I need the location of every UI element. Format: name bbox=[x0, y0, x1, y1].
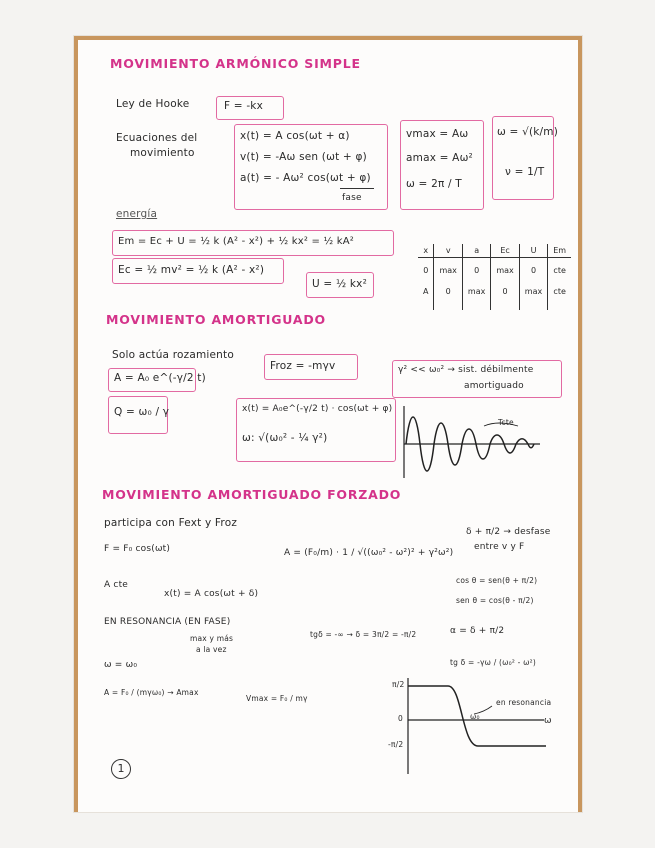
em-formula: Em = Ec + U = ½ k (A² - x²) + ½ kx² = ½ kA² bbox=[118, 236, 354, 247]
forced-xt: x(t) = A cos(ωt + δ) bbox=[164, 589, 259, 599]
phase-axis-top: π/2 bbox=[392, 680, 405, 689]
sen-theta: sen θ = cos(θ - π/2) bbox=[456, 596, 534, 605]
vmax: vmax = Aω bbox=[406, 128, 469, 140]
phase-axis-zero: 0 bbox=[398, 714, 403, 723]
max-mas-1: max y más bbox=[190, 634, 234, 643]
table-row bbox=[418, 277, 571, 310]
fase-underline bbox=[340, 188, 374, 189]
u-formula: U = ½ kx² bbox=[312, 278, 367, 290]
a-max-formula: A = F₀ / (mγω₀) → Amax bbox=[104, 688, 199, 697]
amax: amax = Aω² bbox=[406, 152, 473, 164]
desfase-2: entre v y F bbox=[474, 542, 525, 552]
condition-line-2: amortiguado bbox=[464, 381, 524, 391]
table-cell: A bbox=[418, 277, 434, 310]
page-edge-right bbox=[578, 36, 582, 812]
en-resonancia-label: en resonancia bbox=[496, 698, 552, 707]
amplitude-forced: A = (F₀/m) · 1 / √((ω₀² - ω²)² + γ²ω²) bbox=[284, 548, 454, 558]
table-cell: 0 bbox=[462, 258, 490, 278]
ecuaciones-label-1: Ecuaciones del bbox=[116, 132, 198, 144]
energy-table bbox=[418, 244, 571, 310]
table-header-cell: Ec bbox=[491, 244, 519, 258]
desfase-1: δ + π/2 → desfase bbox=[466, 527, 551, 537]
a-cte: A cte bbox=[104, 580, 129, 590]
alpha-formula: α = δ + π/2 bbox=[450, 626, 505, 636]
table-cell: 0 bbox=[418, 258, 434, 278]
table-header-cell: Em bbox=[553, 246, 567, 255]
cos-theta: cos θ = sen(θ + π/2) bbox=[456, 576, 538, 585]
page-edge-left bbox=[74, 36, 78, 812]
omega-sqrt: ω = √(k/m) bbox=[497, 126, 558, 138]
table-header-cell: a bbox=[462, 244, 490, 258]
section-title-forzado: MOVIMIENTO AMORTIGUADO FORZADO bbox=[102, 487, 402, 502]
hooke-formula: F = -kx bbox=[224, 100, 263, 112]
table-header-cell: v bbox=[434, 244, 462, 258]
participa: participa con Fext y Froz bbox=[104, 517, 238, 529]
hooke-label: Ley de Hooke bbox=[116, 98, 190, 110]
page-number: 1 bbox=[111, 759, 131, 779]
table-cell: cte bbox=[553, 266, 566, 275]
section-title-mas: MOVIMIENTO ARMÓNICO SIMPLE bbox=[110, 56, 361, 71]
graph-label-tcte: Tcte bbox=[498, 418, 514, 427]
max-mas-2: a la vez bbox=[196, 645, 227, 654]
table-header-cell: x bbox=[418, 244, 434, 258]
fext-formula: F = F₀ cos(ωt) bbox=[104, 544, 171, 554]
tg-delta: tg δ = -γω / (ω₀² - ω²) bbox=[450, 658, 536, 667]
phase-axis-w: ω bbox=[544, 716, 552, 726]
froz-formula: Froz = -mγv bbox=[270, 360, 336, 372]
eq-v: v(t) = -Aω sen (ωt + φ) bbox=[240, 151, 367, 163]
table-header-row bbox=[418, 244, 571, 258]
phase-graph bbox=[396, 676, 556, 776]
w-equals-w0: ω = ω₀ bbox=[104, 660, 138, 670]
table-cell: max bbox=[462, 277, 490, 310]
eq-x: x(t) = A cos(ωt + α) bbox=[240, 130, 350, 142]
page-edge-top bbox=[74, 36, 582, 40]
table-cell: 0 bbox=[491, 277, 519, 310]
q-formula: Q = ω₀ / γ bbox=[114, 406, 170, 418]
amplitude-formula: A = A₀ e^(-γ/2 t) bbox=[114, 372, 206, 384]
phase-axis-bottom: -π/2 bbox=[388, 740, 404, 749]
tg-infinity: tgδ = -∞ → δ = 3π/2 = -π/2 bbox=[310, 630, 417, 639]
ec-formula: Ec = ½ mv² = ½ k (A² - x²) bbox=[118, 264, 265, 276]
solo-rozamiento: Solo actúa rozamiento bbox=[112, 349, 234, 361]
damped-x: x(t) = A₀e^(-γ/2 t) · cos(ωt + φ) bbox=[242, 404, 393, 414]
damped-w: ω: √(ω₀² - ¼ γ²) bbox=[242, 432, 328, 444]
table-cell: 0 bbox=[434, 277, 462, 310]
vmax-forced: Vmax = F₀ / mγ bbox=[246, 694, 308, 703]
resonancia: EN RESONANCIA (EN FASE) bbox=[104, 617, 231, 627]
table-cell: max bbox=[491, 258, 519, 278]
table-cell: max bbox=[434, 258, 462, 278]
eq-a: a(t) = - Aω² cos(ωt + φ) bbox=[240, 172, 371, 184]
omega-T: ω = 2π / T bbox=[406, 178, 462, 190]
table-cell: max bbox=[519, 277, 547, 310]
eq-fase: fase bbox=[342, 193, 362, 203]
table-row bbox=[418, 258, 571, 278]
ecuaciones-label-2: movimiento bbox=[130, 147, 195, 159]
condition-line-1: γ² << ω₀² → sist. débilmente bbox=[398, 365, 534, 375]
w0-label: ω₀ bbox=[470, 712, 480, 721]
table-header-cell: U bbox=[519, 244, 547, 258]
nu-formula: ν = 1/T bbox=[505, 166, 545, 178]
section-title-amortiguado: MOVIMIENTO AMORTIGUADO bbox=[106, 312, 326, 327]
energia-label: energía bbox=[116, 208, 158, 220]
damped-oscillation-graph bbox=[400, 404, 550, 480]
table-cell: 0 bbox=[519, 258, 547, 278]
table-cell: cte bbox=[553, 287, 566, 296]
